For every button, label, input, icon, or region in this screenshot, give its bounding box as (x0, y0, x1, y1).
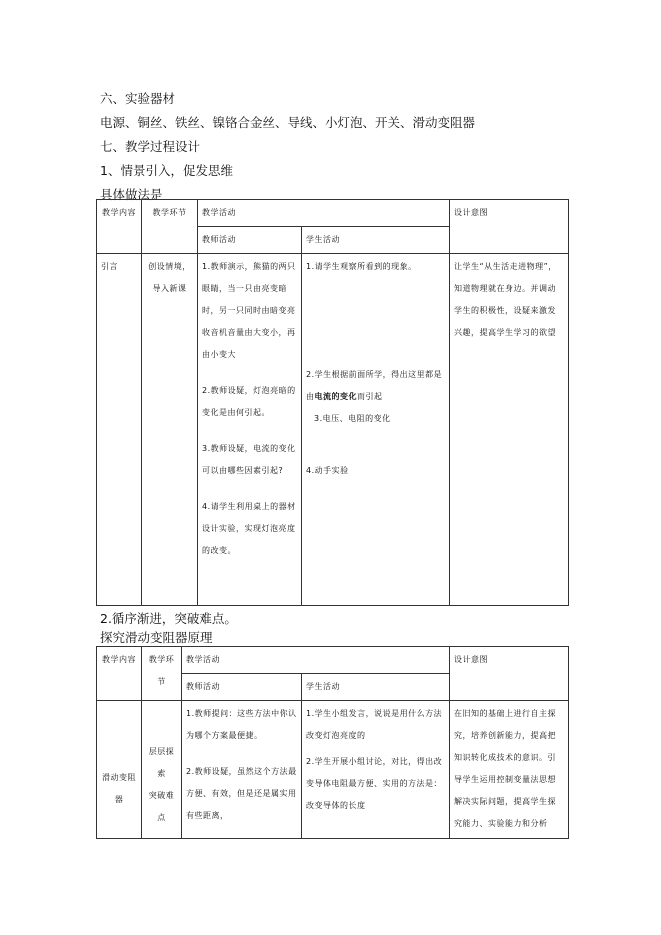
student-item: 1.请学生观察所看到的现象。 (306, 262, 417, 271)
header-content: 教学内容 (97, 647, 142, 701)
student-item: 3.电压、电阻的变化 (314, 414, 391, 423)
equipment-list: 电源、铜丝、铁丝、镍铬合金丝、导线、小灯泡、开关、滑动变阻器 (100, 115, 476, 130)
lesson-table-1 (96, 199, 569, 606)
emphasis-text: 电流的变化 (314, 392, 357, 401)
header-step: 教学环节 (142, 200, 198, 254)
header-activity: 教学活动 (182, 647, 450, 674)
method-intro: 具体做法是 (100, 187, 163, 202)
lesson-table-2 (96, 646, 569, 839)
header-teacher: 教师活动 (182, 674, 302, 701)
student-activity-cell (302, 701, 450, 839)
student-activity-cell (302, 254, 450, 606)
subsection-title-2: 探究滑动变阻器原理 (100, 630, 213, 645)
section-heading-process: 七、教学过程设计 (100, 139, 201, 154)
step-label-b: 突破难点 (148, 791, 175, 822)
subsection-heading-1: 1、情景引入，促发思维 (100, 163, 233, 178)
intent-cell: 在旧知的基础上进行自主探究，培养创新能力，提高把知识转化成技术的意识。引导学生运用控制变量法思想解决实际问题，提高学生探究能力、实验能力和分析 (450, 701, 569, 839)
student-item: 2.学生开展小组讨论，对比，得出改变导体电阻最方便、实用的方法是：改变导体的长度 (306, 757, 443, 810)
header-content: 教学内容 (97, 200, 142, 254)
header-intent: 设计意图 (450, 200, 569, 254)
header-step: 教学环节 (142, 647, 182, 701)
header-intent: 设计意图 (450, 647, 569, 701)
teacher-activity-cell (198, 254, 302, 606)
teacher-item: 1.教师演示，熊猫的两只眼睛，当一只由亮变暗时，另一只同时由暗变亮收音机音量由大变小，再由小变大 (202, 262, 296, 359)
teacher-item: 4.请学生利用桌上的器材设计实验，实现灯泡亮度的改变。 (202, 502, 296, 555)
header-student: 学生活动 (302, 227, 450, 254)
teacher-activity-cell (182, 701, 302, 839)
subsection-heading-2: 2.循序渐进，突破难点。 (100, 611, 237, 626)
row-content: 滑动变阻器 (97, 701, 142, 839)
student-item: 4.动手实验 (306, 466, 349, 475)
step-label-a: 层层探索 (148, 747, 175, 778)
student-item: 2.学生根据前面所学，得出这里都是由电流的变化而引起 (306, 370, 443, 401)
header-teacher: 教师活动 (198, 227, 302, 254)
row-content: 引言 (97, 254, 142, 606)
student-item: 1.学生小组发言，说说是用什么方法改变灯泡亮度的 (306, 709, 443, 740)
teacher-item: 2.教师设疑，虽然这个方法最方便、有效，但是还是属实用有些距离， (186, 767, 297, 820)
intent-cell: 让学生“从生活走进物理”，知道物理就在身边。并调动学生的积极性，设疑来激发兴趣，提高学生学习的欲望 (450, 254, 569, 606)
row-step (142, 701, 182, 839)
teacher-item: 1.教师提问：这些方法中你认为哪个方案最便捷。 (186, 709, 297, 740)
row-step: 创设情境，导入新课 (142, 254, 198, 606)
section-heading-equipment: 六、实验器材 (100, 91, 176, 106)
teacher-item: 3.教师设疑，电流的变化可以由哪些因素引起? (202, 444, 296, 475)
header-student: 学生活动 (302, 674, 450, 701)
header-activity: 教学活动 (198, 200, 450, 227)
teacher-item: 2.教师设疑，灯泡亮暗的变化是由何引起。 (202, 386, 296, 417)
